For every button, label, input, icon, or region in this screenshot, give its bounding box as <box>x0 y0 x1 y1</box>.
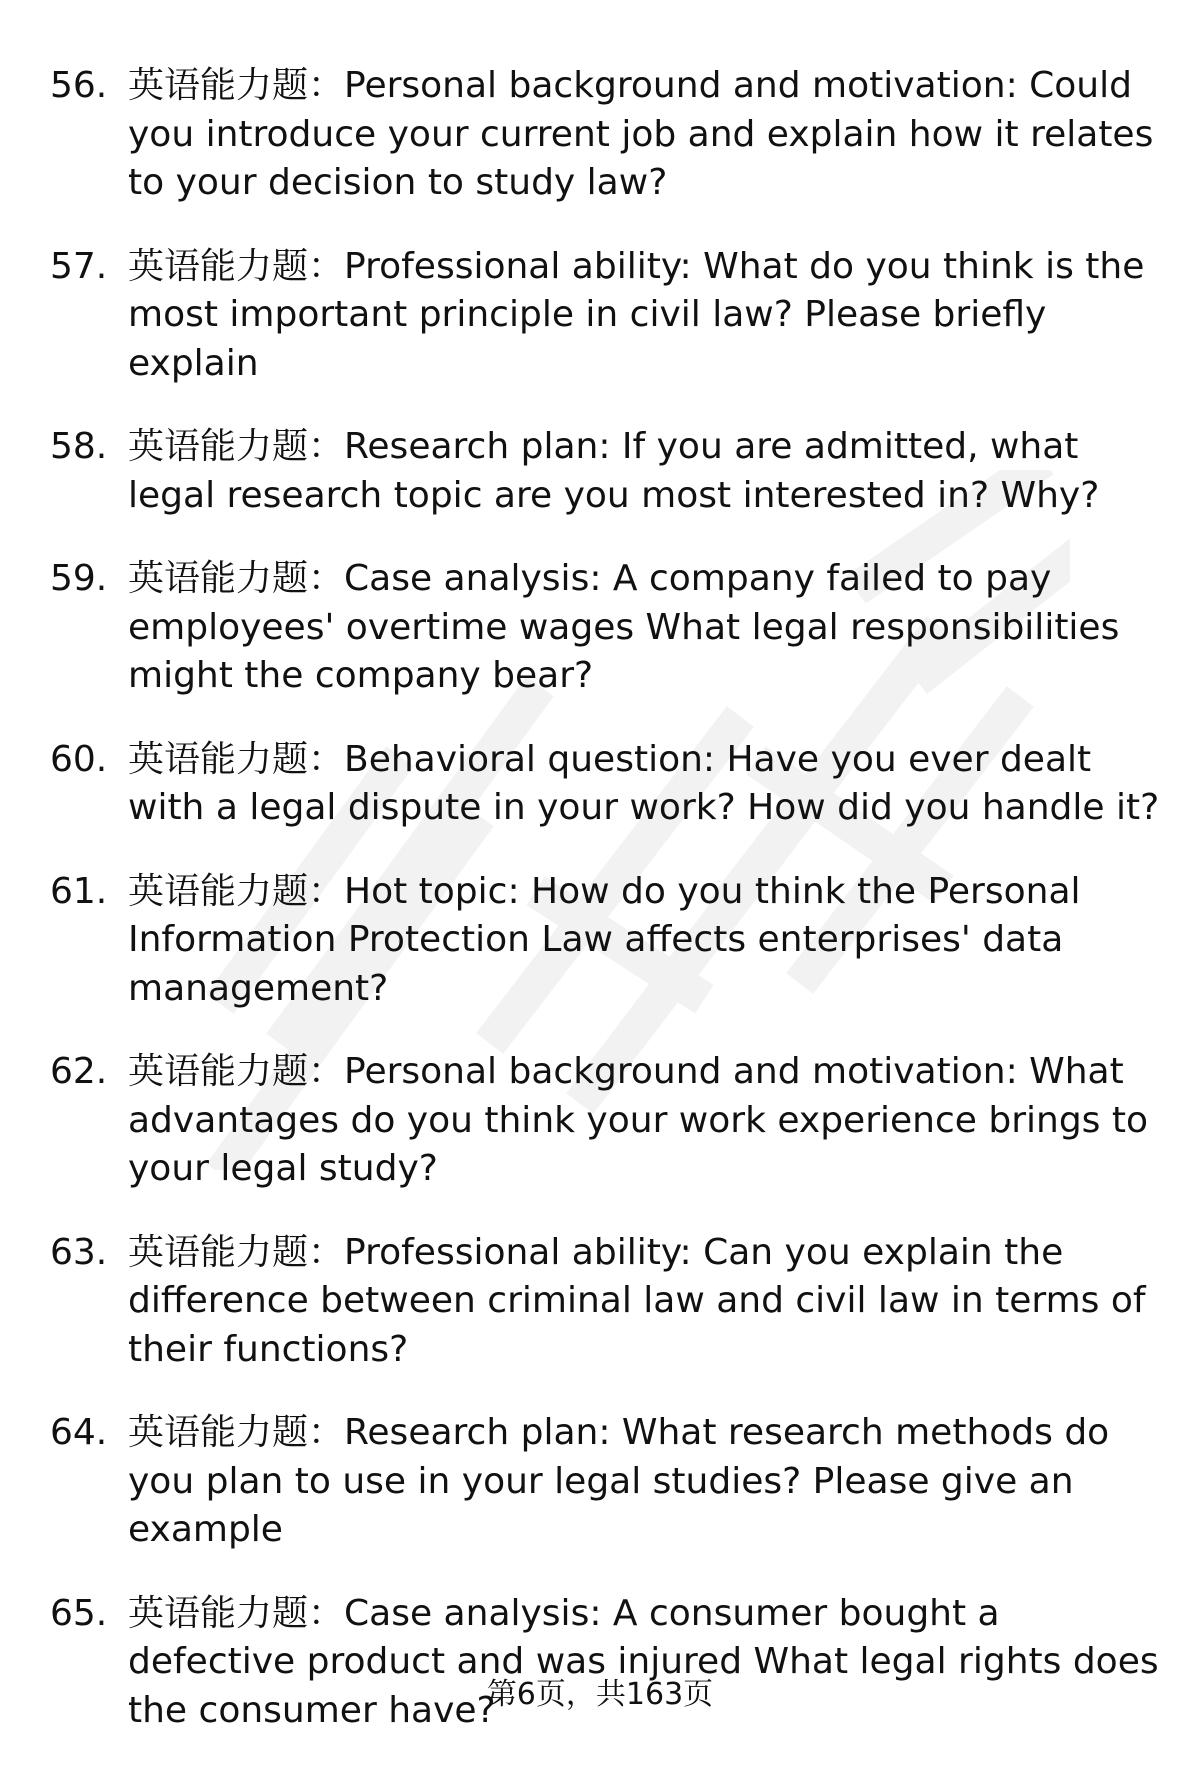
question-prefix: 英语能力题： <box>128 245 345 287</box>
question-prefix: 英语能力题： <box>128 1051 345 1092</box>
question-item <box>50 868 1160 1014</box>
question-prefix: 英语能力题： <box>128 65 345 106</box>
page-indicator: 第6页，共163页 <box>486 1677 714 1712</box>
question-body <box>128 62 1160 208</box>
question-item <box>50 555 1160 701</box>
question-number: 63. <box>50 1231 108 1273</box>
question-text: Professional ability: What do you think is the most important principle in civil law? Please briefly explain <box>128 245 1145 384</box>
question-text: Case analysis: A consumer bought a defective product and was injured What legal rights does the consumer have? <box>128 1592 1159 1731</box>
question-text: Professional ability: Can you explain the difference between criminal law and civil law in terms of their functions? <box>128 1231 1146 1370</box>
question-body <box>128 868 1160 1014</box>
question-body <box>128 555 1160 701</box>
question-text: Research plan: If you are admitted, what legal research topic are you most interested in? Why? <box>128 426 1100 516</box>
question-item <box>50 1409 1160 1555</box>
question-item <box>50 1048 1160 1194</box>
question-body <box>128 423 1160 520</box>
question-prefix: 英语能力题： <box>128 1592 345 1634</box>
question-number: 62. <box>50 1051 108 1092</box>
question-body <box>128 243 1160 389</box>
question-text: Personal background and motivation: Could you introduce your current job and explain how it relates to your decision to study law? <box>128 65 1154 203</box>
question-text: Hot topic: How do you think the Personal Information Protection Law affects enterprises' data management? <box>128 870 1081 1009</box>
question-number: 65. <box>50 1592 108 1634</box>
question-number: 58. <box>50 426 108 467</box>
question-text: Personal background and motivation: What advantages do you think your work experience brings to your legal study? <box>128 1051 1149 1189</box>
question-number: 56. <box>50 65 108 106</box>
question-item <box>50 1229 1160 1375</box>
question-number: 57. <box>50 245 108 287</box>
question-body <box>128 1409 1160 1555</box>
question-prefix: 英语能力题： <box>128 1231 345 1273</box>
question-prefix: 英语能力题： <box>128 558 345 599</box>
question-item <box>50 423 1160 520</box>
question-list <box>50 62 1160 1770</box>
question-number: 64. <box>50 1412 108 1453</box>
question-item <box>50 62 1160 208</box>
question-body <box>128 1048 1160 1194</box>
question-prefix: 英语能力题： <box>128 738 345 780</box>
question-prefix: 英语能力题： <box>128 426 345 467</box>
question-item <box>50 243 1160 389</box>
question-text: Research plan: What research methods do you plan to use in your legal studies? Please give an example <box>128 1412 1110 1550</box>
question-body <box>128 736 1160 833</box>
question-number: 61. <box>50 870 108 912</box>
question-prefix: 英语能力题： <box>128 870 345 912</box>
question-number: 60. <box>50 738 108 780</box>
question-text: Behavioral question: Have you ever dealt with a legal dispute in your work? How did you handle it? <box>128 738 1160 828</box>
question-prefix: 英语能力题： <box>128 1412 345 1453</box>
question-number: 59. <box>50 558 108 599</box>
question-text: Case analysis: A company failed to pay employees' overtime wages What legal responsibilities might the company bear? <box>128 558 1120 696</box>
question-item <box>50 736 1160 833</box>
question-body <box>128 1229 1160 1375</box>
